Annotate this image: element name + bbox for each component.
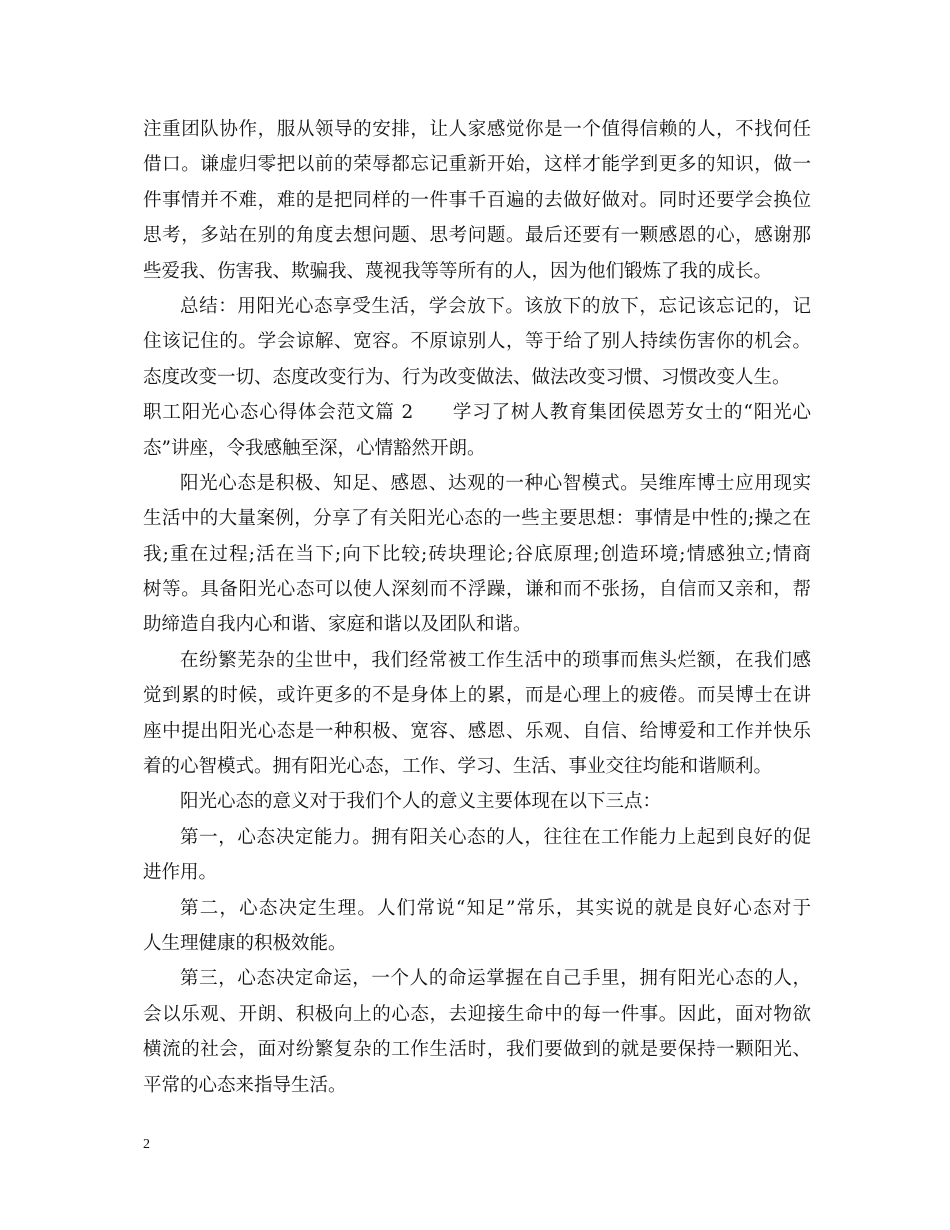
text-line: 进作用。 [143,862,218,884]
text-line: 平常的心态来指导生活。 [143,1074,347,1096]
text-line: 觉到累的时候，或许更多的不是身体上的累，而是心理上的疲倦。而吴博士在讲 [143,685,811,707]
text-line: 生活中的大量案例，分享了有关阳光心态的一些主要思想：事情是中性的;操之在 [143,508,811,530]
text-line: 态”讲座，令我感触至深，心情豁然开朗。 [143,437,486,459]
text-line: 件事情并不难，难的是把同样的一件事千百遍的去做好做对。同时还要学会换位 [143,189,811,211]
text-line: 阳光心态是积极、知足、感恩、达观的一种心智模式。吴维库博士应用现实 [180,472,811,494]
text-line: 阳光心态的意义对于我们个人的意义主要体现在以下三点： [180,791,662,813]
text-line: 些爱我、伤害我、欺骗我、蔑视我等等所有的人，因为他们锻炼了我的成长。 [143,260,773,282]
text-line: 思考，多站在别的角度去想问题、思考问题。最后还要有一颗感恩的心，感谢那 [143,225,811,247]
text-line: 态度改变一切、态度改变行为、行为改变做法、做法改变习惯、习惯改变人生。 [143,366,791,388]
text-line: 我;重在过程;活在当下;向下比较;砖块理论;谷底原理;创造环境;情感独立;情商 [143,543,811,565]
text-line: 住该记住的。学会谅解、宽容。不原谅别人，等于给了别人持续伤害你的机会。 [143,331,811,353]
text-line: 第二，心态决定生理。人们常说“知足”常乐，其实说的就是良好心态对于 [180,897,811,919]
text-line: 第一，心态决定能力。拥有阳关心态的人，往往在工作能力上起到良好的促 [180,826,811,848]
text-line: 着的心智模式。拥有阳光心态，工作、学习、生活、事业交往均能和谐顺利。 [143,756,773,778]
text-line: 树等。具备阳光心态可以使人深刻而不浮躁，谦和而不张扬，自信而又亲和，帮 [143,579,811,601]
text-line: 横流的社会，面对纷繁复杂的工作生活时，我们要做到的就是要保持一颗阳光、 [143,1039,811,1061]
text-line: 总结：用阳光心态享受生活，学会放下。该放下的放下，忘记该忘记的，记 [180,295,811,317]
text-line: 座中提出阳光心态是一种积极、宽容、感恩、乐观、自信、给博爱和工作并快乐 [143,720,811,742]
text-line: 助缔造自我内心和谐、家庭和谐以及团队和谐。 [143,614,532,636]
text-line: 在纷繁芜杂的尘世中，我们经常被工作生活中的琐事而焦头烂额，在我们感 [180,649,811,671]
text-line: 职工阳光心态心得体会范文篇 2 学习了树人教育集团侯恩芳女士的“阳光心 [143,402,811,424]
text-line: 注重团队协作，服从领导的安排，让人家感觉你是一个值得信赖的人，不找何任 [143,119,811,140]
page-number: 2 [143,1137,150,1152]
text-line: 会以乐观、开朗、积极向上的心态，去迎接生命中的每一件事。因此，面对物欲 [143,1003,811,1025]
text-line: 第三，心态决定命运，一个人的命运掌握在自己手里，拥有阳光心态的人， [180,968,811,990]
text-line: 人生理健康的积极效能。 [143,932,347,954]
body-text [143,112,811,1103]
text-line: 借口。谦虚归零把以前的荣辱都忘记重新开始，这样才能学到更多的知识，做一 [143,154,811,176]
